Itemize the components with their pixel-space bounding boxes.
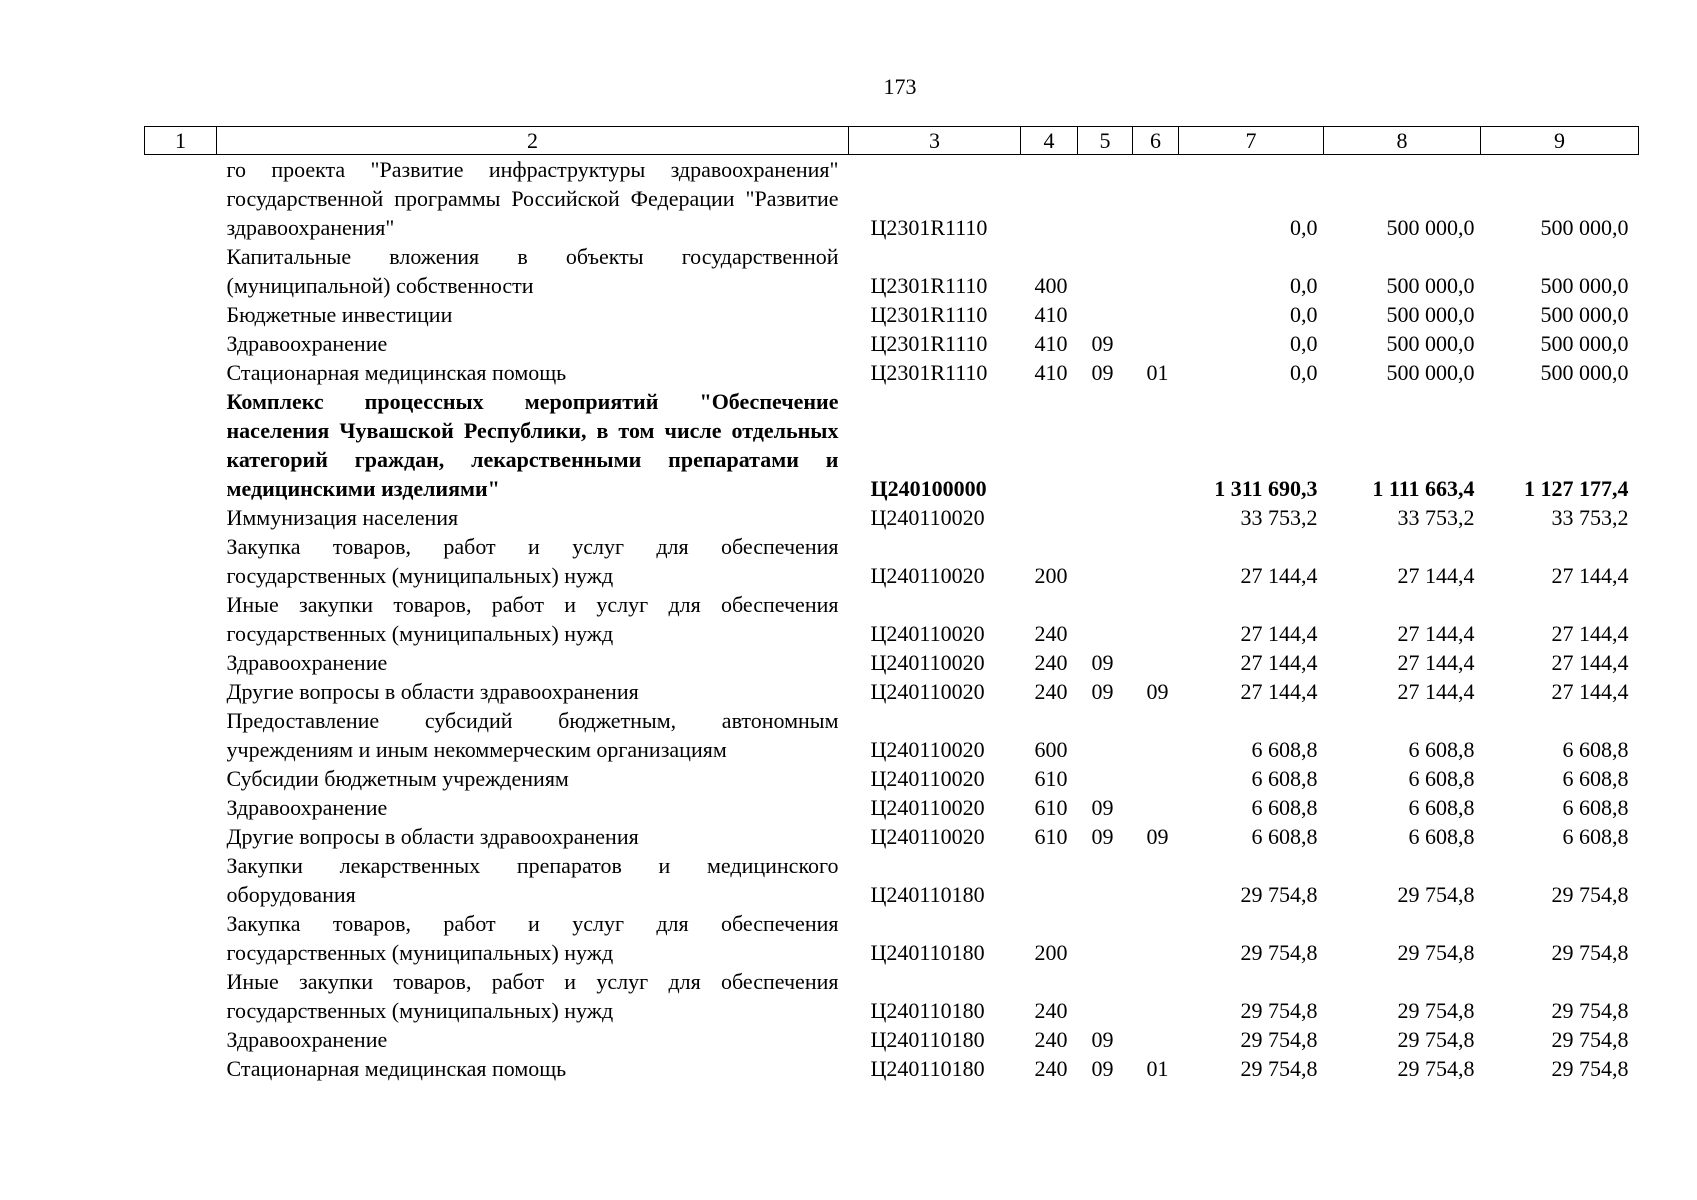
subsection-code: 01 [1146, 1056, 1169, 1081]
item-name: Закупка товаров, работ и услуг для обеспечения государственных (муниципальных) нужд [226, 911, 839, 965]
column-header-6: 6 [1133, 127, 1179, 155]
subsection-code [1133, 590, 1179, 648]
table-row [145, 677, 1639, 706]
column-header-8: 8 [1324, 127, 1481, 155]
amount-col-8: 29 754,8 [1397, 940, 1475, 965]
row-number-cell [145, 967, 217, 1025]
amount-col-7: 6 608,8 [1251, 795, 1318, 820]
row-number-cell [145, 677, 217, 706]
amount-col-9: 27 144,4 [1551, 679, 1629, 704]
amount-col-9: 33 753,2 [1551, 505, 1629, 530]
column-header-7: 7 [1179, 127, 1324, 155]
subsection-code: 01 [1146, 360, 1169, 385]
target-article-code: Ц240110020 [870, 679, 985, 704]
amount-col-8: 6 608,8 [1408, 795, 1475, 820]
amount-col-8: 500 000,0 [1386, 302, 1475, 327]
target-article-code: Ц240110020 [870, 795, 985, 820]
item-name: Другие вопросы в области здравоохранения [226, 824, 639, 849]
table-row [145, 706, 1639, 764]
row-number-cell [145, 590, 217, 648]
amount-col-9: 29 754,8 [1551, 1027, 1629, 1052]
subsection-code [1133, 1025, 1179, 1054]
subsection-code [1133, 300, 1179, 329]
amount-col-7: 29 754,8 [1240, 940, 1318, 965]
section-code [1078, 764, 1133, 793]
table-row [145, 242, 1639, 300]
amount-col-7: 0,0 [1290, 273, 1318, 298]
subsection-code: 09 [1146, 824, 1169, 849]
section-code: 09 [1091, 1027, 1114, 1052]
subsection-code [1133, 387, 1179, 503]
section-code: 09 [1091, 1056, 1114, 1081]
target-article-code: Ц2301R1110 [870, 360, 988, 385]
header-row [145, 127, 1639, 155]
amount-col-9: 6 608,8 [1562, 737, 1629, 762]
table-row [145, 793, 1639, 822]
row-number-cell [145, 358, 217, 387]
table-row [145, 503, 1639, 532]
row-number-cell [145, 387, 217, 503]
expense-type-code: 410 [1034, 302, 1068, 327]
amount-col-9: 27 144,4 [1551, 650, 1629, 675]
target-article-code: Ц240110180 [870, 1056, 985, 1081]
table-row [145, 358, 1639, 387]
expense-type-code: 240 [1034, 1027, 1068, 1052]
table-row [145, 822, 1639, 851]
amount-col-9: 500 000,0 [1540, 273, 1629, 298]
table-body [145, 155, 1639, 1084]
table-header [145, 127, 1639, 155]
amount-col-7: 6 608,8 [1251, 824, 1318, 849]
amount-col-9: 29 754,8 [1551, 882, 1629, 907]
expense-type-code: 610 [1034, 824, 1068, 849]
amount-col-7: 1 311 690,3 [1214, 476, 1318, 501]
expense-type-code: 600 [1034, 737, 1068, 762]
target-article-code: Ц240110180 [870, 940, 985, 965]
section-code [1078, 242, 1133, 300]
expense-type-code: 200 [1034, 940, 1068, 965]
target-article-code: Ц240110020 [870, 824, 985, 849]
row-number-cell [145, 503, 217, 532]
amount-col-7: 29 754,8 [1240, 998, 1318, 1023]
budget-table [144, 126, 1639, 1083]
amount-col-8: 27 144,4 [1397, 650, 1475, 675]
amount-col-7: 0,0 [1290, 215, 1318, 240]
target-article-code: Ц2301R1110 [870, 331, 988, 356]
amount-col-7: 27 144,4 [1240, 563, 1318, 588]
item-name: Закупка товаров, работ и услуг для обеспечения государственных (муниципальных) нужд [226, 534, 839, 588]
table-row [145, 648, 1639, 677]
row-number-cell [145, 822, 217, 851]
expense-type-code: 610 [1034, 795, 1068, 820]
table-row [145, 764, 1639, 793]
amount-col-9: 500 000,0 [1540, 360, 1629, 385]
target-article-code: Ц240110020 [870, 621, 985, 646]
section-code: 09 [1091, 650, 1114, 675]
item-name: Здравоохранение [226, 795, 388, 820]
item-name: Здравоохранение [226, 1027, 388, 1052]
amount-col-7: 29 754,8 [1240, 1056, 1318, 1081]
expense-type-code: 240 [1034, 621, 1068, 646]
expense-type-code: 240 [1034, 1056, 1068, 1081]
amount-col-8: 29 754,8 [1397, 882, 1475, 907]
item-name: Иные закупки товаров, работ и услуг для обеспечения государственных (муниципальных) нужд [226, 592, 839, 646]
amount-col-9: 27 144,4 [1551, 621, 1629, 646]
row-number-cell [145, 300, 217, 329]
amount-col-9: 1 127 177,4 [1524, 476, 1629, 501]
section-code [1078, 300, 1133, 329]
item-name: Стационарная медицинская помощь [226, 1056, 567, 1081]
target-article-code: Ц240110020 [870, 650, 985, 675]
item-name: Субсидии бюджетным учреждениям [226, 766, 569, 791]
subsection-code [1133, 648, 1179, 677]
section-code [1078, 503, 1133, 532]
subsection-code [1133, 242, 1179, 300]
table-row [145, 1054, 1639, 1083]
target-article-code: Ц240110180 [870, 1027, 985, 1052]
amount-col-8: 33 753,2 [1397, 505, 1475, 530]
amount-col-7: 0,0 [1290, 302, 1318, 327]
amount-col-8: 27 144,4 [1397, 621, 1475, 646]
target-article-code: Ц240110180 [870, 882, 985, 907]
amount-col-8: 6 608,8 [1408, 766, 1475, 791]
row-number-cell [145, 648, 217, 677]
row-number-cell [145, 909, 217, 967]
column-header-9: 9 [1481, 127, 1639, 155]
item-name: Другие вопросы в области здравоохранения [226, 679, 639, 704]
amount-col-7: 6 608,8 [1251, 766, 1318, 791]
row-number-cell [145, 155, 217, 243]
table-row [145, 909, 1639, 967]
subsection-code [1133, 706, 1179, 764]
item-name: Капитальные вложения в объекты государственной (муниципальной) собственности [226, 244, 839, 298]
row-number-cell [145, 793, 217, 822]
row-number-cell [145, 851, 217, 909]
amount-col-8: 1 111 663,4 [1372, 476, 1475, 501]
amount-col-9: 6 608,8 [1562, 824, 1629, 849]
section-code [1078, 909, 1133, 967]
amount-col-8: 6 608,8 [1408, 824, 1475, 849]
row-number-cell [145, 706, 217, 764]
target-article-code: Ц240100000 [870, 476, 987, 501]
column-header-4: 4 [1021, 127, 1078, 155]
section-code: 09 [1091, 795, 1114, 820]
section-code [1078, 967, 1133, 1025]
amount-col-8: 500 000,0 [1386, 360, 1475, 385]
amount-col-9: 6 608,8 [1562, 766, 1629, 791]
expense-type-code: 200 [1034, 563, 1068, 588]
row-number-cell [145, 329, 217, 358]
column-header-2: 2 [217, 127, 849, 155]
target-article-code: Ц2301R1110 [870, 215, 988, 240]
expense-type-code: 410 [1034, 331, 1068, 356]
table-row [145, 532, 1639, 590]
amount-col-7: 27 144,4 [1240, 621, 1318, 646]
section-code [1078, 851, 1133, 909]
section-code: 09 [1091, 331, 1114, 356]
expense-type-code [1021, 155, 1078, 243]
subsection-code [1133, 909, 1179, 967]
subsection-code [1133, 532, 1179, 590]
section-code [1078, 387, 1133, 503]
table-row [145, 1025, 1639, 1054]
item-name: Закупки лекарственных препаратов и медицинского оборудования [226, 853, 839, 907]
expense-type-code [1021, 851, 1078, 909]
amount-col-7: 0,0 [1290, 360, 1318, 385]
section-code [1078, 590, 1133, 648]
row-number-cell [145, 764, 217, 793]
item-name: Иные закупки товаров, работ и услуг для обеспечения государственных (муниципальных) нужд [226, 969, 839, 1023]
amount-col-8: 27 144,4 [1397, 563, 1475, 588]
amount-col-8: 500 000,0 [1386, 273, 1475, 298]
amount-col-7: 33 753,2 [1240, 505, 1318, 530]
expense-type-code [1021, 503, 1078, 532]
amount-col-7: 6 608,8 [1251, 737, 1318, 762]
target-article-code: Ц240110020 [870, 766, 985, 791]
expense-type-code: 240 [1034, 679, 1068, 704]
amount-col-7: 29 754,8 [1240, 1027, 1318, 1052]
expense-type-code [1021, 387, 1078, 503]
amount-col-8: 27 144,4 [1397, 679, 1475, 704]
item-name: го проекта "Развитие инфраструктуры здравоохранения" государственной программы Российской Федерации "Развитие здравоохранения" [226, 157, 839, 240]
expense-type-code: 410 [1034, 360, 1068, 385]
table-row [145, 851, 1639, 909]
expense-type-code: 610 [1034, 766, 1068, 791]
amount-col-8: 500 000,0 [1386, 331, 1475, 356]
row-number-cell [145, 242, 217, 300]
target-article-code: Ц240110020 [870, 505, 985, 530]
table-row [145, 300, 1639, 329]
column-header-3: 3 [849, 127, 1021, 155]
target-article-code: Ц240110020 [870, 563, 985, 588]
row-number-cell [145, 1025, 217, 1054]
amount-col-8: 29 754,8 [1397, 1056, 1475, 1081]
subsection-code [1133, 329, 1179, 358]
column-header-1: 1 [145, 127, 217, 155]
page-number: 173 [883, 74, 917, 99]
amount-col-9: 29 754,8 [1551, 940, 1629, 965]
table-row [145, 155, 1639, 243]
amount-col-7: 0,0 [1290, 331, 1318, 356]
subsection-code [1133, 851, 1179, 909]
expense-type-code: 240 [1034, 998, 1068, 1023]
subsection-code: 09 [1146, 679, 1169, 704]
target-article-code: Ц240110180 [870, 998, 985, 1023]
amount-col-7: 27 144,4 [1240, 650, 1318, 675]
row-number-cell [145, 532, 217, 590]
amount-col-9: 29 754,8 [1551, 1056, 1629, 1081]
table-row [145, 967, 1639, 1025]
subsection-code [1133, 793, 1179, 822]
subsection-code [1133, 967, 1179, 1025]
row-number-cell [145, 1054, 217, 1083]
target-article-code: Ц2301R1110 [870, 273, 988, 298]
item-name: Здравоохранение [226, 331, 388, 356]
amount-col-9: 500 000,0 [1540, 302, 1629, 327]
target-article-code: Ц2301R1110 [870, 302, 988, 327]
amount-col-9: 500 000,0 [1540, 331, 1629, 356]
column-header-5: 5 [1078, 127, 1133, 155]
item-name: Бюджетные инвестиции [226, 302, 453, 327]
amount-col-9: 27 144,4 [1551, 563, 1629, 588]
item-name: Предоставление субсидий бюджетным, автономным учреждениям и иным некоммерческим организациям [226, 708, 839, 762]
item-name: Комплекс процессных мероприятий "Обеспечение населения Чувашской Республики, в том числе отдельных категорий граждан, лекарственными препаратами и медицинскими изделиями" [226, 389, 839, 501]
section-code [1078, 155, 1133, 243]
subsection-code [1133, 155, 1179, 243]
item-name: Здравоохранение [226, 650, 388, 675]
subsection-code [1133, 503, 1179, 532]
item-name: Иммунизация населения [226, 505, 459, 530]
expense-type-code: 240 [1034, 650, 1068, 675]
amount-col-8: 6 608,8 [1408, 737, 1475, 762]
table-row [145, 590, 1639, 648]
table-row [145, 329, 1639, 358]
amount-col-9: 6 608,8 [1562, 795, 1629, 820]
amount-col-8: 29 754,8 [1397, 1027, 1475, 1052]
amount-col-7: 29 754,8 [1240, 882, 1318, 907]
amount-col-9: 500 000,0 [1540, 215, 1629, 240]
item-name: Стационарная медицинская помощь [226, 360, 567, 385]
amount-col-9: 29 754,8 [1551, 998, 1629, 1023]
section-code: 09 [1091, 679, 1114, 704]
amount-col-8: 29 754,8 [1397, 998, 1475, 1023]
section-code [1078, 706, 1133, 764]
section-code: 09 [1091, 824, 1114, 849]
section-code [1078, 532, 1133, 590]
section-code: 09 [1091, 360, 1114, 385]
target-article-code: Ц240110020 [870, 737, 985, 762]
subsection-code [1133, 764, 1179, 793]
expense-type-code: 400 [1034, 273, 1068, 298]
amount-col-7: 27 144,4 [1240, 679, 1318, 704]
table-row [145, 387, 1639, 503]
amount-col-8: 500 000,0 [1386, 215, 1475, 240]
